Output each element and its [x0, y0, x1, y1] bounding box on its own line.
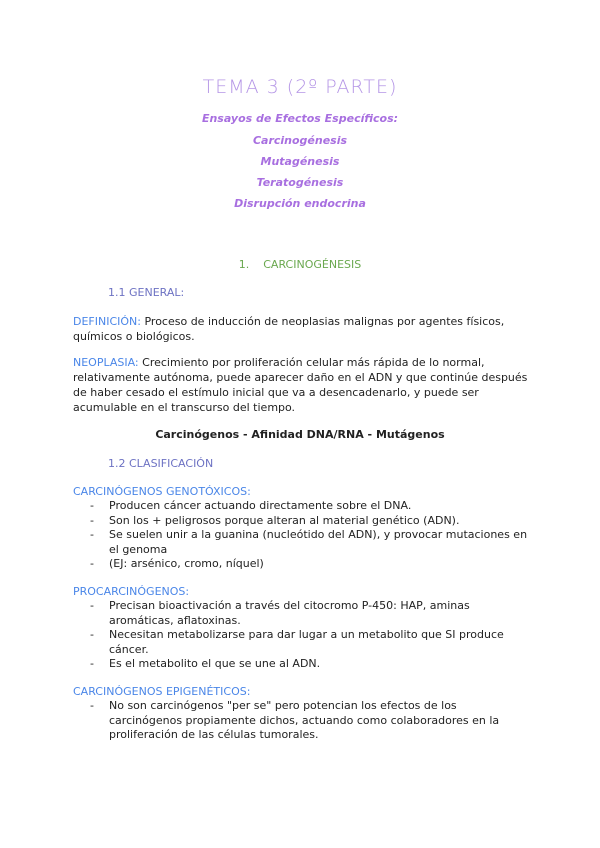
list-item: - Producen cáncer actuando directamente sobre el DNA. [73, 499, 533, 514]
list-item: - Es el metabolito el que se une al ADN. [73, 657, 533, 672]
subheading-general: 1.1 GENERAL: [108, 286, 185, 299]
genotoxicos-heading: CARCINÓGENOS GENOTÓXICOS: [73, 485, 251, 498]
epigeneticos-heading: CARCINÓGENOS EPIGENÉTICOS: [73, 685, 251, 698]
neoplasia-text: Crecimiento por proliferación celular más rápida de lo normal, relativamente autónoma, puede aparecer daño en el ADN y que continúe después de haber cesado el estímulo inicial que va a desencadenarlo, y puede ser acumulable en el transcurso del tiempo. [73, 356, 528, 414]
section-title: CARCINOGÉNESIS [263, 258, 362, 271]
list-item: - (EJ: arsénico, cromo, níquel) [73, 557, 533, 572]
subheading-clasificacion: 1.2 CLASIFICACIÓN [108, 457, 214, 470]
subtitle-ensayos: Ensayos de Efectos Específicos: [201, 112, 399, 125]
procarcinogenos-list [73, 599, 533, 672]
list-item: - Necesitan metabolizarse para dar lugar a un metabolito que SI produce cáncer. [73, 628, 533, 657]
subtitle-disrupcion: Disrupción endocrina [234, 197, 366, 210]
neoplasia-paragraph [73, 355, 533, 415]
list-item: - No son carcinógenos "per se" pero potencian los efectos de los carcinógenos propiamente dichos, actuando como colaboradores en la proliferación de las células tumorales. [73, 699, 533, 743]
list-item: - Son los + peligrosos porque alteran al material genético (ADN). [73, 514, 533, 529]
definicion-label: DEFINICIÓN: [73, 315, 141, 328]
neoplasia-label: NEOPLASIA: [73, 356, 139, 369]
genotoxicos-list [73, 499, 533, 572]
list-item: - Precisan bioactivación a través del citocromo P-450: HAP, aminas aromáticas, aflatoxinas. [73, 599, 533, 628]
definicion-text: Proceso de inducción de neoplasias malignas por agentes físicos, químicos o biológicos. [73, 315, 505, 343]
page-title: TEMA 3 (2º PARTE) [202, 76, 398, 98]
definicion-paragraph [73, 314, 533, 344]
epigeneticos-list [73, 699, 533, 743]
subtitle-mutagenesis: Mutagénesis [260, 155, 340, 168]
affinity-line: Carcinógenos - Afinidad DNA/RNA - Mutágenos [155, 428, 445, 441]
subtitle-teratogenesis: Teratogénesis [256, 176, 344, 189]
procarcinogenos-heading: PROCARCINÓGENOS: [73, 585, 190, 598]
subtitle-carcinogenesis: Carcinogénesis [252, 134, 348, 147]
section-heading [0, 258, 600, 271]
list-item: - Se suelen unir a la guanina (nucleótido del ADN), y provocar mutaciones en el genoma [73, 528, 533, 557]
section-number: 1. [238, 258, 250, 271]
